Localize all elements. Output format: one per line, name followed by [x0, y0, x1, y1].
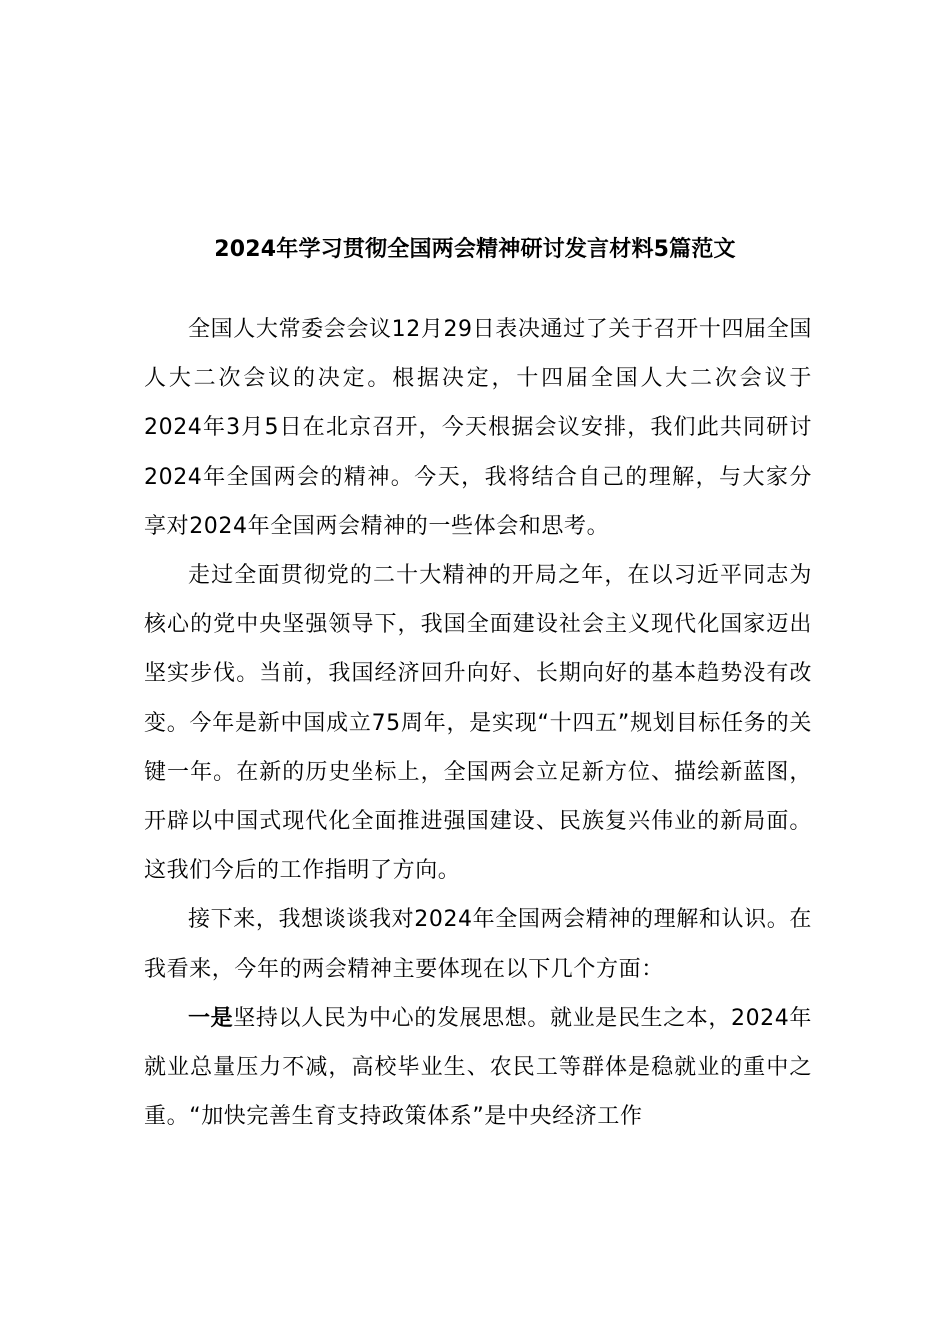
paragraph-4	[144, 994, 812, 1142]
paragraph-3	[144, 895, 812, 993]
document-title: 2024年学习贯彻全国两会精神研讨发言材料5篇范文	[214, 237, 736, 262]
paragraph-1	[144, 305, 812, 551]
paragraph-2	[144, 551, 812, 895]
document-body	[144, 305, 812, 1141]
paragraph-text: 接下来，我想谈谈我对2024年全国两会精神的理解和认识。在我看来，今年的两会精神主要体现在以下几个方面：	[144, 907, 812, 982]
paragraph-text: 坚持以人民为中心的发展思想。就业是民生之本，2024年就业总量压力不减，高校毕业生、农民工等群体是稳就业的重中之重。“加快完善生育支持政策体系”是中央经济工作	[144, 1005, 812, 1130]
paragraph-lead: 一是	[188, 1005, 234, 1031]
paragraph-text: 走过全面贯彻党的二十大精神的开局之年，在以习近平同志为核心的党中央坚强领导下，我国全面建设社会主义现代化国家迈出坚实步伐。当前，我国经济回升向好、长期向好的基本趋势没有改变。今年是新中国成立75周年，是实现“十四五”规划目标任务的关键一年。在新的历史坐标上，全国两会立足新方位、描绘新蓝图，开辟以中国式现代化全面推进强国建设、民族复兴伟业的新局面。这我们今后的工作指明了方向。	[144, 563, 812, 884]
paragraph-text: 全国人大常委会会议12月29日表决通过了关于召开十四届全国人大二次会议的决定。根据决定，十四届全国人大二次会议于2024年3月5日在北京召开，今天根据会议安排，我们此共同研讨2024年全国两会的精神。今天，我将结合自己的理解，与大家分享对2024年全国两会精神的一些体会和思考。	[144, 317, 812, 539]
